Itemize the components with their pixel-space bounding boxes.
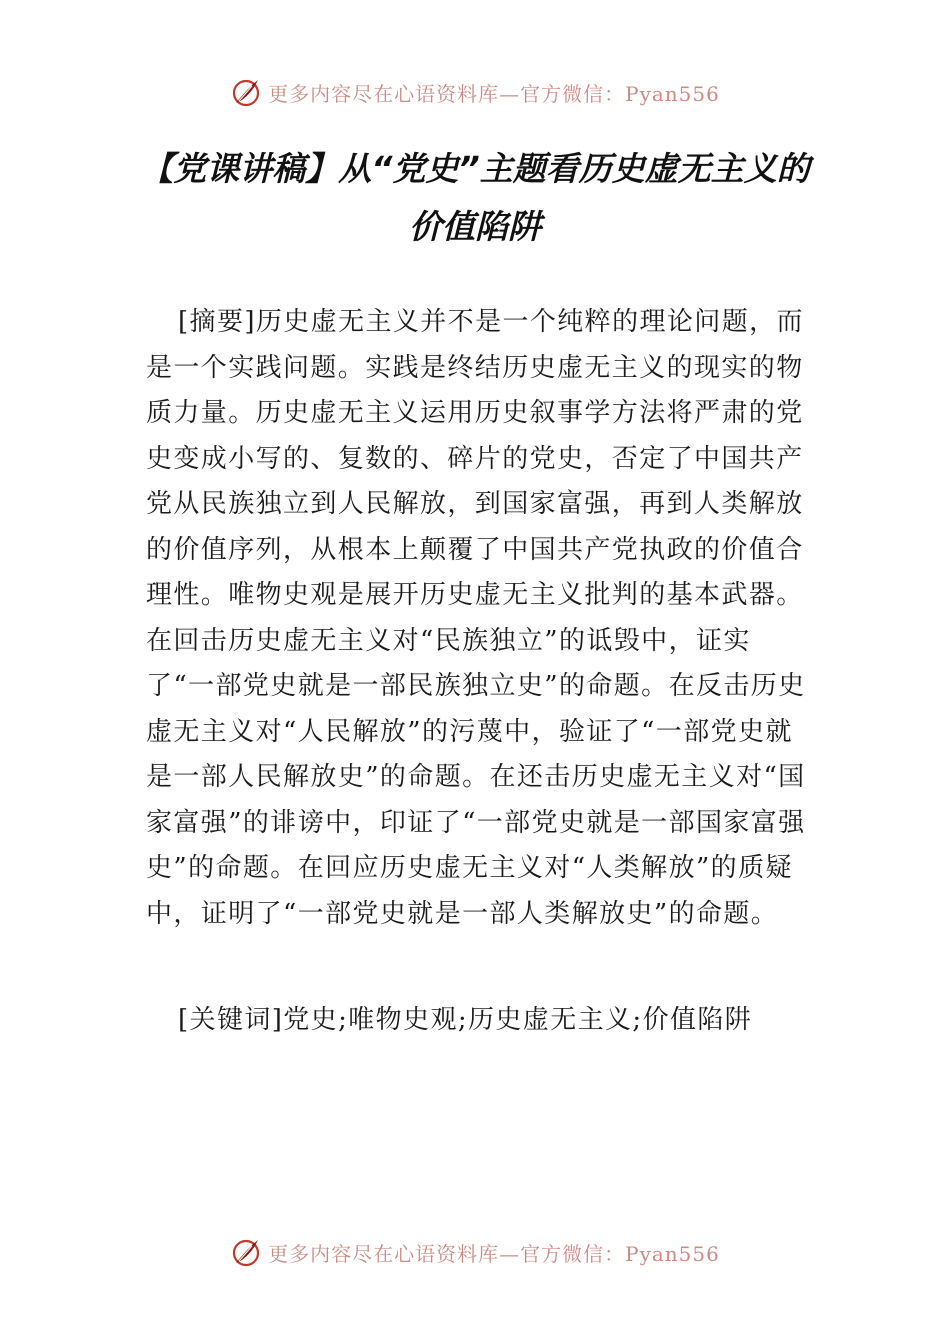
feather-quill-logo-icon	[230, 1236, 262, 1268]
header-banner-text: 更多内容尽在心语资料库—官方微信：Pyan556	[268, 81, 720, 106]
document-title: 【党课讲稿】从“党史”主题看历史虚无主义的价值陷阱	[140, 149, 810, 246]
abstract-paragraph: [摘要]历史虚无主义并不是一个纯粹的理论问题，而是一个实践问题。实践是终结历史虚无主义的现实的物质力量。历史虚无主义运用历史叙事学方法将严肃的党史变成小写的、复数的、碎片的党史，否定了中国共产党从民族独立到人民解放，到国家富强，再到人类解放的价值序列，从根本上颠覆了中国共产党执政的价值合理性。唯物史观是展开历史虚无主义批判的基本武器。在回击历史虚无主义对“民族独立”的诋毁中，证实了“一部党史就是一部民族独立史”的命题。在反击历史虚无主义对“人民解放”的污蔑中，验证了“一部党史就是一部人民解放史”的命题。在还击历史虚无主义对“国家富强”的诽谤中，印证了“一部党史就是一部国家富强史”的命题。在回应历史虚无主义对“人类解放”的质疑中，证明了“一部党史就是一部人类解放史”的命题。	[146, 307, 806, 929]
header-banner	[0, 72, 950, 112]
keywords-paragraph: [关键词]党史;唯物史观;历史虚无主义;价值陷阱	[178, 1005, 753, 1035]
feather-quill-logo-icon	[230, 76, 262, 108]
footer-banner	[0, 1232, 950, 1272]
footer-banner-text: 更多内容尽在心语资料库—官方微信：Pyan556	[268, 1241, 720, 1266]
